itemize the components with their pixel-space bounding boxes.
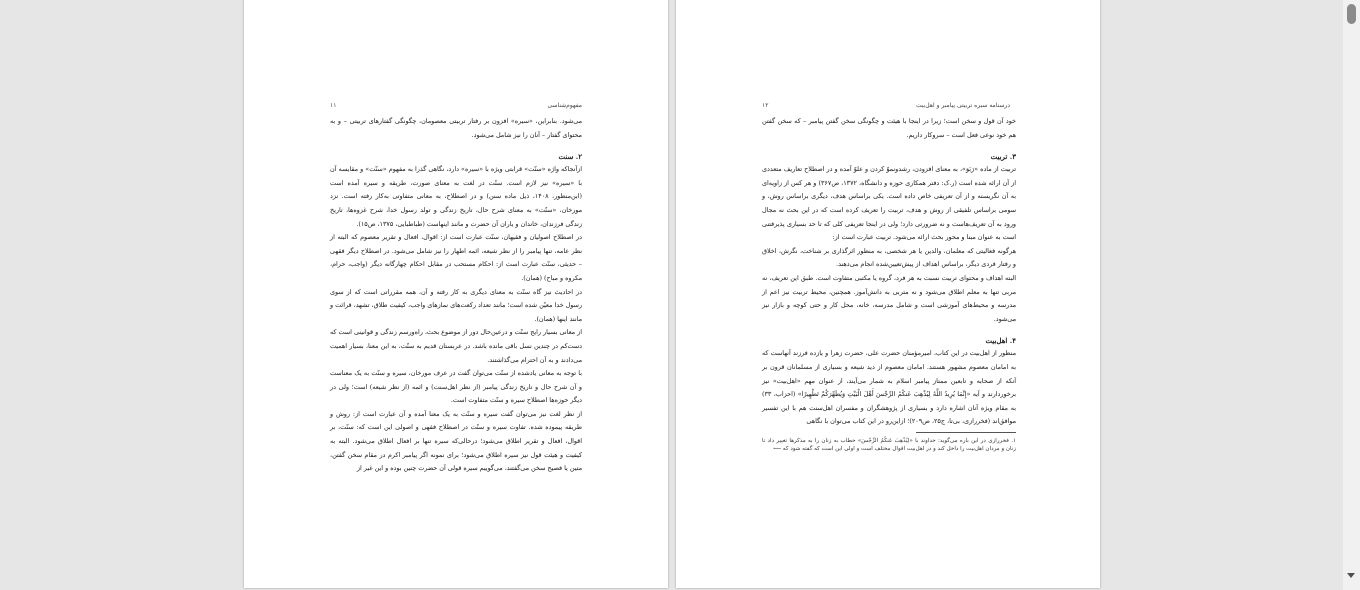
paragraph: در اصطلاح اصولیان و فقیهان، سنّت عبارت است از: اقوال، افعال و تقریر معصوم که البته از نظر عامه، تنها پیامبر را از نظر شیعه، ائمه اطهار را نیز شامل می‌شود. در اصطلاح دیگر فقهی – حدیثی، سنّت عبارت است از: احکام مستحب در مقابل احکام چهارگانه دیگر (واجب، حرام، مکروه و مباح) (همان). [330,233,582,282]
page-content-right [762,101,1016,453]
header-title: درسنامه سیره تربیتی پیامبر و اهل‌بیت [915,102,1010,109]
scroll-thumb[interactable] [1347,4,1356,24]
page-left [244,0,668,588]
paragraph: منظور از اهل‌بیت در این کتاب، امیرمؤمنان حضرت علی، حضرت زهرا و یازده فرزند آنهاست که به امامان معصوم مشهور هستند. امامان معصوم از دید شیعه و بسیاری از مسلمانان قرون بر آنکه از صحابه و تابعین ممتاز پیامبر اسلام به شمار می‌آیند، از عنوان مهم «اهل‌بیت» نیز برخوردارند و آیه «إِنَّمَا يُرِيدُ اللَّهُ لِيُذْهِبَ عَنكُمُ الرِّجْسَ أَهْلَ الْبَيْتِ وَيُطَهِّرَكُمْ تَطْهِيرًا» (احزاب، ۳۳) به مقام ویژه آنان اشاره دارد و بسیاری از پژوهشگران و مفسران اهل‌سنت هم با این تفسیر موافق‌اند (فخررازی، بی‌تا، ج۲۵، ص۲۰۹)؛ ازاین‌رو در این کتاب می‌توان با نگاهی [762,349,1016,426]
scroll-down-arrow-icon[interactable] [1347,573,1355,578]
paragraph: ازآنجاکه واژه «سنّت» قرابتی ویژه با «سیره» دارد، نگاهی گذرا به مفهوم «سنّت» و مقایسه آن با «سیره» نیز لازم است. سنّت در لغت به معنای صورت، طریقه و سیره آمده است (ابن‌منظور، ۱۴۰۸، ذیل ماده سنن) و در اصطلاح، به معانی متفاوتی به‌کار رفته است. نزد مورخان، «سنّت» به معنای شرح حال، تاریخ زندگی و تولد رسول خدا، شرح غزوه‌ها، تاریخ زندگی فرزندان، خاندان و یاران آن حضرت و مانند اینهاست (طباطبایی، ۱۳۷۵، ص۱۵). [330,165,582,228]
section-heading: ۴. اهل‌بیت [985,336,1016,346]
paragraph: هرگونه فعالیتی که معلمان، والدین یا هر شخصی، به منظور اثرگذاری بر شناخت، نگرش، اخلاق و رفتار فردی دیگر، براساس اهداف از پیش‌تعیین‌شده انجام می‌دهند. [762,246,1016,269]
paragraph: تربیت از ماده «رَبَوَ»، به معنای افزودن، رشدونموّ کردن و علوّ آمده و در اصطلاح تعاریف متعددی از آن ارائه شده است (ر.ک: دفتر همکاری حوزه و دانشگاه، ۱۳۷۲، ص۳۶۷) و هر کس از زاویه‌ای به آن نگریسته و از آن تعریفی خاص داده است. یکی براساس هدف، دیگری براساس روش، و سومی براساس تلفیقی از روش و هدف، تربیت را تعریف کرده است که در این بحث نه مجال ورود به آن تعریف‌هاست و نه ضرورتی دارد؛ ولی در اینجا تعریفی کلی که تا حد بسیاری پذیرفتنی است به عنوان مبنا و محور بحث ارائه می‌شود. تربیت عبارت است از: [762,165,1016,242]
header-title: مفهوم‌شناسی [547,102,582,109]
paragraph: با توجه به معانی یادشده از سنّت می‌توان گفت در عرف مورخان، سیره و سنّت به یک معناست و آن شرح حال و تاریخ زندگی پیامبر (از نظر اهل‌سنت) و ائمه (از نظر شیعه) است؛ ولی در دیگر حوزه‌ها اصطلاح سیره و سنّت متفاوت است. [330,369,582,405]
page-number: ۱۲ [762,102,769,109]
paragraph: از نظر لغت نیز می‌توان گفت سیره و سنّت به یک معنا آمده و آن عبارت است از: روش و طریقه پیموده شده. تفاوت سیره و سنّت در اصطلاح فقهی و اصولی این است که: سنّت، بر اقوال، افعال و تقریر اطلاق می‌شود؛ درحالی‌که سیره تنها بر افعال اطلاق می‌شود. البته به کیفیت و هیئت قول نیز سیره اطلاق می‌شود؛ برای نمونه اگر پیامبر اکرم در مقام سخن گفتن، متین یا فصیح سخن می‌گفتند، می‌گوییم سیره قولی آن حضرت چنین بوده و این غیر از [330,409,582,473]
paragraph: البته اهداف و محتوای تربیت نسبت به هر فرد، گروه یا مکتبی متفاوت است. طبق این تعریف، نه مربی تنها به معلم اطلاق می‌شود و نه متربی به دانش‌آموز. همچنین، محیط تربیت نیز اعم از مدرسه و محیط‌های آموزشی است و شامل مدرسه، خانه، محل کار و حتی کوچه و بازار نیز می‌شود. [762,273,1016,323]
vertical-scrollbar[interactable] [1343,0,1360,590]
paragraph: خود آن قول و سخن است؛ زیرا در اینجا با هیئت و چگونگی سخن گفتن پیامبر – که سخن گفتن هم خود نوعی فعل است – سروکار داریم. [762,117,1016,139]
page-content-left [330,101,582,476]
page-body-right [762,115,1016,429]
footnote-separator [916,432,1016,433]
page-right [676,0,1100,588]
running-header-right [762,101,1016,115]
section-heading: ۳. تربیت [990,152,1016,162]
paragraph: می‌شود. بنابراین، «سیره» افزون بر رفتار تربیتی معصومان، چگونگی گفتارهای تربیتی – و به محتوای گفتار – آنان را نیز شامل می‌شود. [330,117,582,139]
section-heading: ۲. سنت [558,152,582,162]
paragraph: از معانی بسیار رایج سنّت و درعین‌حال دور از موضوع بحث، راه‌ورسم زندگی و قوانینی است که دست‌کم در چندین نسل باقی مانده باشد. در عربستان قدیم به سنّت، به این معنا، بسیار اهمیت می‌دادند و به آن احترام می‌گذاشتند. [330,328,582,364]
paragraph: در احادیث نیز گاه سنّت به معنای دیگری به کار رفته و آن، همه مقرراتی است که از سوی رسول خدا معیّن شده است؛ مانند تعداد رکعت‌های نمازهای واجب، کیفیت طلاق، تشهد، قرائت و مانند اینها (همان). [330,287,582,323]
page-body-left [330,115,582,476]
page-number: ۱۱ [330,102,337,109]
footnote: ۱. فخررازی در این باره می‌گوید: خداوند با «لِيُذْهِبَ عَنكُمُ الرِّجْسَ» خطاب به زنان را به مذکرها تغییر داد تا زنان و مردان اهل‌بیت را داخل کند و در اهل‌بیت اقوال مختلف است و اولی این است که گفته شود که ⟵ [762,437,1016,452]
running-header-left [330,101,582,115]
